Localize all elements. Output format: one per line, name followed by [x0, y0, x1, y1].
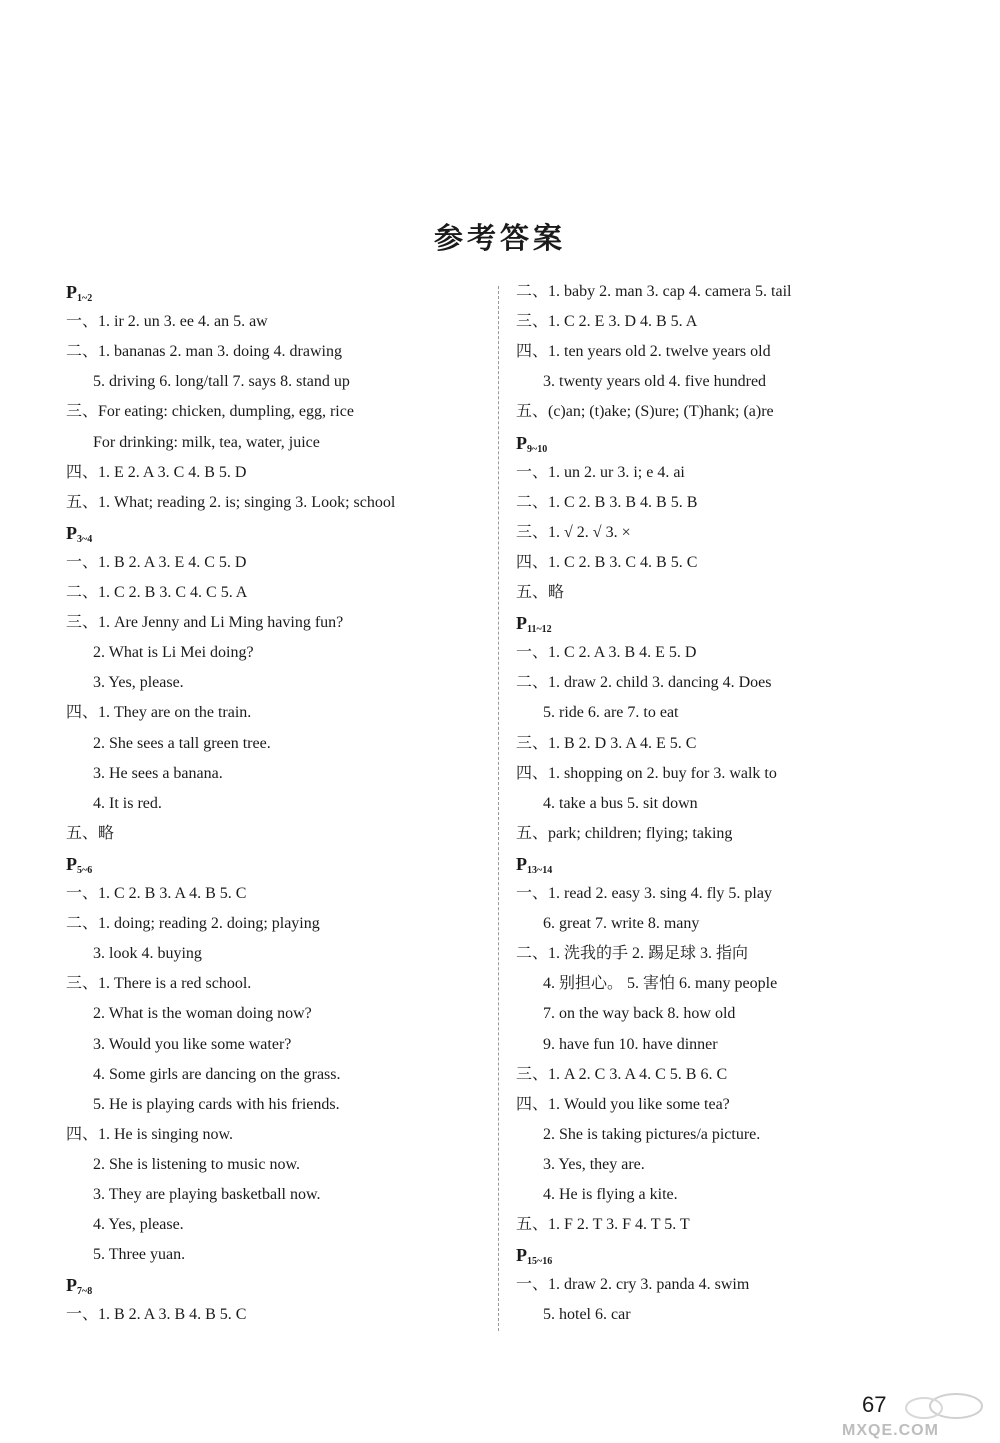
answer-line: 四、1. shopping on 2. buy for 3. walk to	[516, 764, 777, 782]
answer-line: 三、1. B 2. D 3. A 4. E 5. C	[516, 734, 697, 752]
section-heading	[516, 613, 552, 640]
section-heading	[516, 433, 547, 460]
answer-line: 五、1. F 2. T 3. F 4. T 5. T	[516, 1216, 690, 1234]
answer-line: 2. What is the woman doing now?	[93, 1005, 312, 1023]
answer-line: 4. It is red.	[93, 794, 162, 812]
answer-line: 一、1. read 2. easy 3. sing 4. fly 5. play	[516, 885, 772, 902]
answer-line: 一、1. B 2. A 3. E 4. C 5. D	[66, 553, 247, 571]
answer-line: 一、1. C 2. B 3. A 4. B 5. C	[66, 885, 247, 902]
answer-line: 4. Yes, please.	[93, 1216, 184, 1234]
section-letter: P	[66, 853, 77, 874]
answer-line: 5. Three yuan.	[93, 1246, 186, 1264]
answer-line: 五、略	[516, 584, 565, 601]
answer-line: 一、1. draw 2. cry 3. panda 4. swim	[516, 1276, 750, 1294]
section-letter: P	[66, 1275, 77, 1296]
section-letter: P	[516, 853, 527, 874]
answer-line: 一、1. C 2. A 3. B 4. E 5. D	[516, 644, 697, 662]
answer-line: 四、1. ten years old 2. twelve years old	[516, 343, 771, 361]
section-letter: P	[516, 432, 527, 453]
answer-line: 4. Some girls are dancing on the grass.	[93, 1065, 341, 1083]
answer-line: 三、For eating: chicken, dumpling, egg, rice	[66, 403, 354, 421]
answer-line: 4. 别担心。 5. 害怕 6. many people	[543, 975, 778, 993]
answer-line: 二、1. C 2. B 3. C 4. C 5. A	[66, 584, 248, 601]
answer-line: 一、1. ir 2. un 3. ee 4. an 5. aw	[66, 313, 268, 331]
answer-line: 三、1. Are Jenny and Li Ming having fun?	[66, 614, 344, 632]
section-letter: P	[516, 1245, 527, 1266]
section-page-range: 13~14	[527, 864, 553, 876]
answer-line: 五、1. What; reading 2. is; singing 3. Look; school	[66, 493, 396, 511]
answer-line: 二、1. 洗我的手 2. 踢足球 3. 指向	[516, 945, 749, 963]
page-number: 67	[862, 1392, 887, 1417]
answer-line: 2. She is listening to music now.	[93, 1155, 300, 1173]
answer-line: 五、park; children; flying; taking	[516, 824, 733, 842]
answer-line: 3. Yes, please.	[93, 674, 184, 692]
answer-line: 7. on the way back 8. how old	[543, 1005, 736, 1023]
answer-line: 二、1. bananas 2. man 3. doing 4. drawing	[66, 343, 342, 361]
answer-line: 3. He sees a banana.	[93, 764, 223, 782]
column-divider	[498, 286, 499, 1331]
answer-line: 5. driving 6. long/tall 7. says 8. stand up	[93, 373, 350, 391]
page-title: 参考答案	[433, 221, 566, 255]
answer-line: 3. twenty years old 4. five hundred	[543, 373, 767, 391]
section-letter: P	[66, 522, 77, 543]
section-heading	[66, 854, 92, 881]
answer-line: 三、1. A 2. C 3. A 4. C 5. B 6. C	[516, 1065, 728, 1083]
answer-line: 3. Would you like some water?	[93, 1035, 292, 1053]
section-heading	[66, 523, 92, 550]
section-heading	[66, 1275, 92, 1302]
answer-line: 5. He is playing cards with his friends.	[93, 1095, 340, 1113]
answer-line: 6. great 7. write 8. many	[543, 915, 700, 933]
answer-line: 四、1. E 2. A 3. C 4. B 5. D	[66, 463, 247, 481]
answer-line: 9. have fun 10. have dinner	[543, 1035, 718, 1053]
answer-line: 3. They are playing basketball now.	[93, 1186, 321, 1203]
section-letter: P	[516, 613, 527, 634]
answer-line: 3. Yes, they are.	[543, 1155, 645, 1173]
answer-line: For drinking: milk, tea, water, juice	[93, 433, 320, 451]
answer-line: 一、1. B 2. A 3. B 4. B 5. C	[66, 1306, 247, 1324]
answer-line: 2. She sees a tall green tree.	[93, 734, 271, 752]
answer-line: 二、1. doing; reading 2. doing; playing	[66, 915, 320, 933]
answer-line: 二、1. draw 2. child 3. dancing 4. Does	[516, 674, 772, 692]
answer-line: 4. take a bus 5. sit down	[543, 794, 698, 812]
answer-line: 2. She is taking pictures/a picture.	[543, 1125, 761, 1143]
answer-line: 四、1. C 2. B 3. C 4. B 5. C	[516, 553, 698, 571]
answer-line: 四、1. Would you like some tea?	[516, 1095, 730, 1113]
answer-line: 5. ride 6. are 7. to eat	[543, 704, 679, 722]
answer-line: 三、1. There is a red school.	[66, 975, 252, 993]
section-page-range: 3~4	[77, 533, 93, 545]
answer-line: 3. look 4. buying	[93, 945, 202, 963]
answer-line: 2. What is Li Mei doing?	[93, 644, 254, 662]
section-page-range: 7~8	[77, 1286, 93, 1298]
answer-line: 五、略	[66, 824, 115, 842]
section-page-range: 5~6	[77, 864, 93, 876]
section-heading	[516, 854, 552, 881]
section-heading	[66, 282, 92, 309]
answer-line: 四、1. He is singing now.	[66, 1125, 233, 1143]
watermark-text: MXQE.COM	[842, 1422, 939, 1439]
section-letter: P	[66, 282, 77, 302]
section-page-range: 9~10	[527, 443, 548, 455]
section-page-range: 1~2	[77, 293, 93, 304]
section-page-range: 15~16	[527, 1256, 553, 1268]
section-heading	[516, 1245, 552, 1272]
answer-line: 四、1. They are on the train.	[66, 704, 252, 722]
answer-line: 五、(c)an; (t)ake; (S)ure; (T)hank; (a)re	[516, 403, 774, 421]
answer-line: 一、1. un 2. ur 3. i; e 4. ai	[516, 463, 685, 481]
answer-line: 4. He is flying a kite.	[543, 1186, 678, 1203]
section-page-range: 11~12	[527, 624, 552, 636]
answer-line: 三、1. C 2. E 3. D 4. B 5. A	[516, 313, 698, 331]
answer-line: 二、1. baby 2. man 3. cap 4. camera 5. tail	[516, 283, 792, 300]
watermark	[836, 1392, 986, 1438]
answer-line: 三、1. √ 2. √ 3. ×	[516, 523, 631, 541]
answer-line: 5. hotel 6. car	[543, 1306, 631, 1324]
answer-line: 二、1. C 2. B 3. B 4. B 5. B	[516, 493, 698, 511]
